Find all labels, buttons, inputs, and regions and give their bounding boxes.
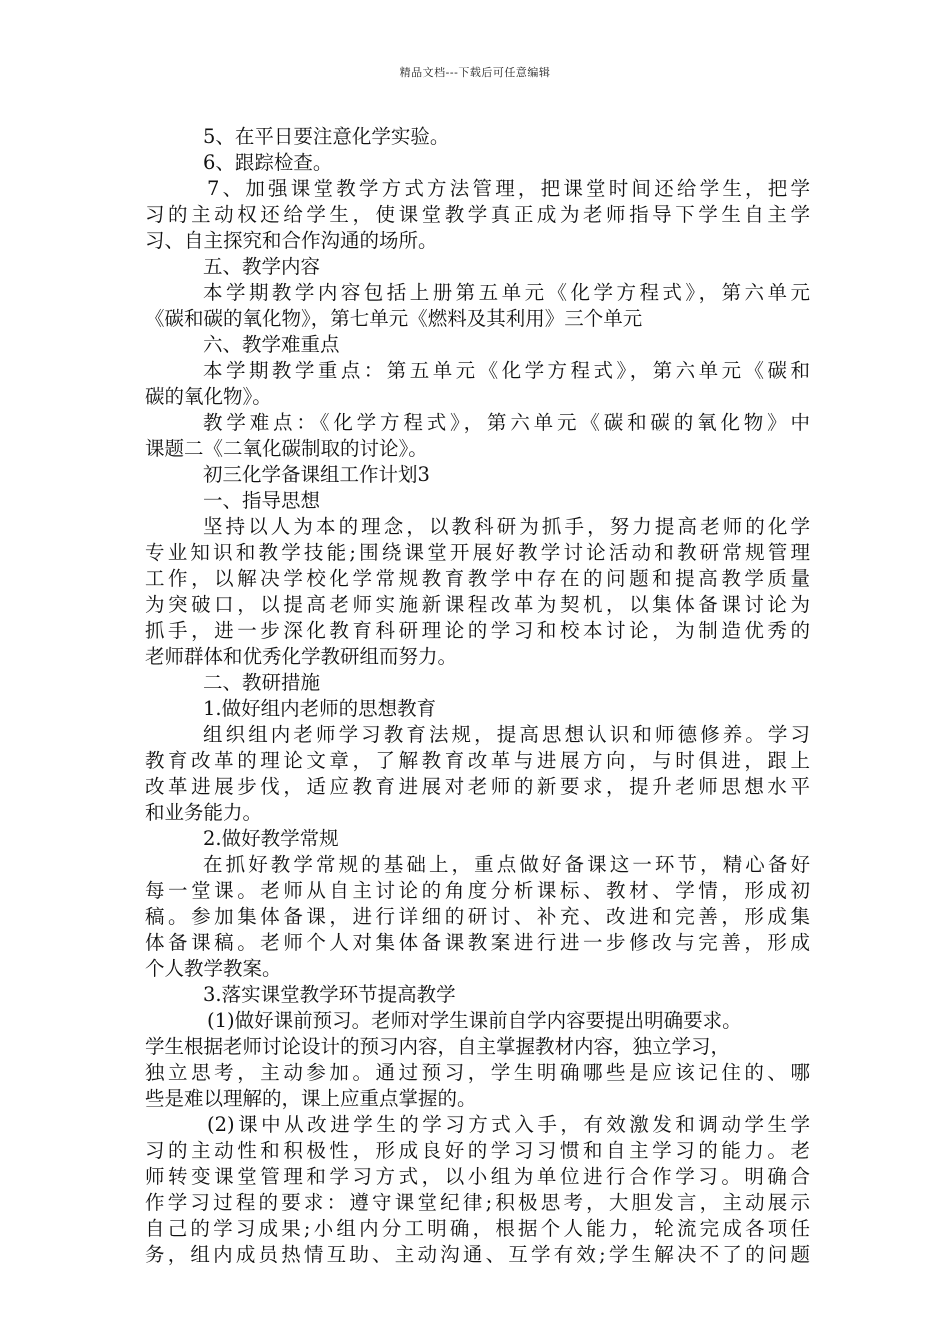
text-line: 《碳和碳的氧化物》，第七单元《燃料及其利用》三个单元 xyxy=(145,307,643,330)
text-line: 抓手，进一步深化教育科研理论的学习和校本讨论，为制造优秀的 xyxy=(145,619,810,642)
section-heading: 五、教学内容 xyxy=(203,255,321,278)
section-heading: 六、教学难重点 xyxy=(203,333,340,356)
text-line: 为突破口，以提高老师实施新课程改革为契机，以集体备课讨论为 xyxy=(145,593,810,616)
text-line: 学生根据老师讨论设计的预习内容，自主掌握教材内容，独立学习， xyxy=(145,1035,731,1058)
text-line: 碳的氧化物》。 xyxy=(145,385,272,408)
text-line: 作学习过程的要求：遵守课堂纪律;积极思考，大胆发言，主动展示 xyxy=(145,1191,810,1214)
text-line: 务，组内成员热情互助、主动沟通、互学有效;学生解决不了的问题 xyxy=(145,1243,810,1266)
text-line: 个人教学教案。 xyxy=(145,957,282,980)
text-line: 专业知识和教学技能;围绕课堂开展好教学讨论活动和教研常规管理 xyxy=(145,541,810,564)
section-heading: 初三化学备课组工作计划3 xyxy=(203,463,430,486)
text-line: 些是难以理解的，课上应重点掌握的。 xyxy=(145,1087,477,1110)
text-line: 组织组内老师学习教育法规，提高思想认识和师德修养。学习 xyxy=(203,723,810,746)
text-line: 教学难点：《化学方程式》，第六单元《碳和碳的氧化物》中 xyxy=(203,411,810,434)
text-line: (1)做好课前预习。老师对学生课前自学内容要提出明确要求。 xyxy=(207,1009,742,1032)
text-line: 每一堂课。老师从自主讨论的角度分析课标、教材、学情，形成初 xyxy=(145,879,810,902)
text-line: 在抓好教学常规的基础上，重点做好备课这一环节，精心备好 xyxy=(203,853,810,876)
text-line: 独立思考，主动参加。通过预习，学生明确哪些是应该记住的、哪 xyxy=(145,1061,810,1084)
text-line: 体备课稿。老师个人对集体备课教案进行进一步修改与完善，形成 xyxy=(145,931,810,954)
text-line: 习的主动权还给学生，使课堂教学真正成为老师指导下学生自主学 xyxy=(145,203,810,226)
subsection-heading: 2.做好教学常规 xyxy=(203,827,339,850)
text-line: (2)课中从改进学生的学习方式入手，有效激发和调动学生学 xyxy=(207,1113,810,1136)
text-line: 和业务能力。 xyxy=(145,801,263,824)
text-line: 7、加强课堂教学方式方法管理，把课堂时间还给学生，把学 xyxy=(207,177,810,200)
text-line: 6、跟踪检查。 xyxy=(203,151,333,174)
text-line: 习、自主探究和合作沟通的场所。 xyxy=(145,229,438,252)
section-heading: 一、指导思想 xyxy=(203,489,321,512)
text-line: 稿。参加集体备课，进行详细的研讨、补充、改进和完善，形成集 xyxy=(145,905,810,928)
text-line: 5、在平日要注意化学实验。 xyxy=(203,125,450,148)
text-line: 工作，以解决学校化学常规教育教学中存在的问题和提高教学质量 xyxy=(145,567,810,590)
text-line: 自己的学习成果;小组内分工明确，根据个人能力，轮流完成各项任 xyxy=(145,1217,810,1240)
text-line: 本学期教学内容包括上册第五单元《化学方程式》，第六单元 xyxy=(203,281,810,304)
text-line: 习的主动性和积极性，形成良好的学习习惯和自主学习的能力。老 xyxy=(145,1139,810,1162)
text-line: 课题二《二氧化碳制取的讨论》。 xyxy=(145,437,428,460)
page-header: 精品文档---下载后可任意编辑 xyxy=(399,66,551,79)
text-line: 改革进展步伐，适应教育进展对老师的新要求，提升老师思想水平 xyxy=(145,775,810,798)
text-line: 坚持以人为本的理念，以教科研为抓手，努力提高老师的化学 xyxy=(203,515,810,538)
subsection-heading: 1.做好组内老师的思想教育 xyxy=(203,697,437,720)
document-body xyxy=(145,124,810,1268)
text-line: 教育改革的理论文章，了解教育改革与进展方向，与时俱进，跟上 xyxy=(145,749,810,772)
text-line: 师转变课堂管理和学习方式，以小组为单位进行合作学习。明确合 xyxy=(145,1165,810,1188)
text-line: 老师群体和优秀化学教研组而努力。 xyxy=(145,645,458,668)
section-heading: 二、教研措施 xyxy=(203,671,321,694)
subsection-heading: 3.落实课堂教学环节提高教学 xyxy=(203,983,456,1006)
text-line: 本学期教学重点：第五单元《化学方程式》，第六单元《碳和 xyxy=(203,359,810,382)
